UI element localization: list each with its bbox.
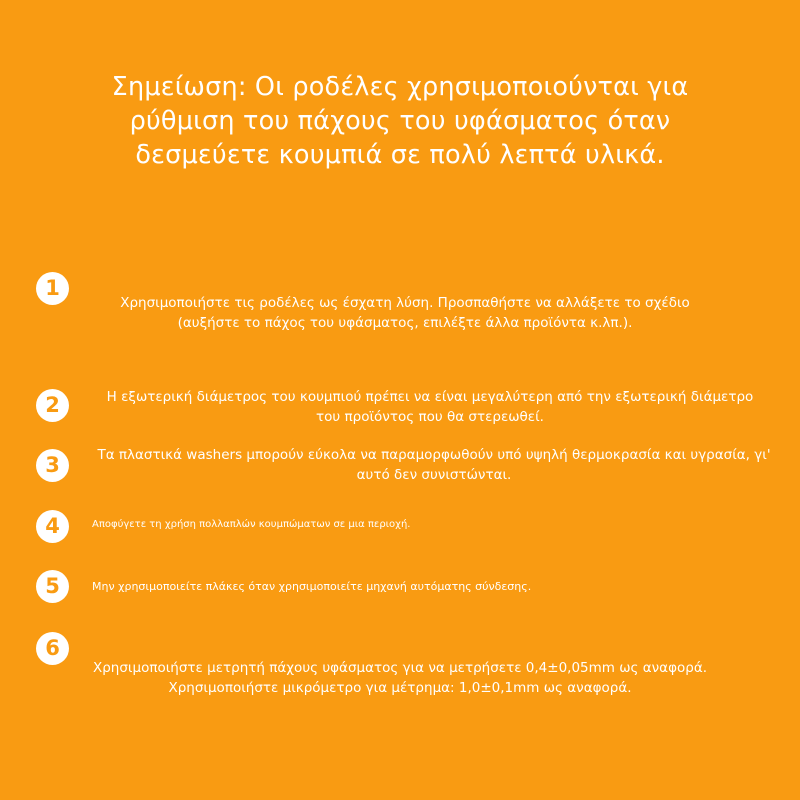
- item-5-text: Μην χρησιμοποιείτε πλάκες όταν χρησιμοποιείτε μηχανή αυτόματης σύνδεσης.: [92, 580, 532, 593]
- item-2-text: Η εξωτερική διάμετρος του κουμπιού πρέπει να είναι μεγαλύτερη από την εξωτερική διάμετρο του προϊόντος που θα στερεωθεί.: [106, 389, 754, 425]
- notice-title: Σημείωση: Οι ροδέλες χρησιμοποιούνται για ρύθμιση του πάχους του υφάσματος όταν δεσμεύετε κουμπιά σε πολύ λεπτά υλικά.: [111, 72, 689, 170]
- item-4-text: Αποφύγετε τη χρήση πολλαπλών κουμπώματων σε μια περιοχή.: [92, 519, 411, 530]
- number-badge-1: 1: [36, 272, 69, 305]
- number-badge-4: 4: [36, 510, 69, 543]
- number-badge-5: 5: [36, 570, 69, 603]
- number-badge-6: 6: [36, 632, 69, 665]
- item-1-text: Χρησιμοποιήστε τις ροδέλες ως έσχατη λύση. Προσπαθήστε να αλλάξετε το σχέδιο (αυξήστε το πάχος του υφάσματος, επιλέξτε άλλα προϊόντα κ.λπ.).: [120, 295, 690, 331]
- item-6-text: Χρησιμοποιήστε μετρητή πάχους υφάσματος για να μετρήσετε 0,4±0,05mm ως αναφορά. Χρησιμοποιήστε μικρόμετρο για μέτρημα: 1,0±0,1mm ως αναφορά.: [92, 660, 708, 696]
- number-badge-2: 2: [36, 389, 69, 422]
- item-3-text: Τα πλαστικά washers μπορούν εύκολα να παραμορφωθούν υπό υψηλή θερμοκρασία και υγρασία, γι' αυτό δεν συνιστώνται.: [97, 447, 771, 483]
- number-badge-3: 3: [36, 449, 69, 482]
